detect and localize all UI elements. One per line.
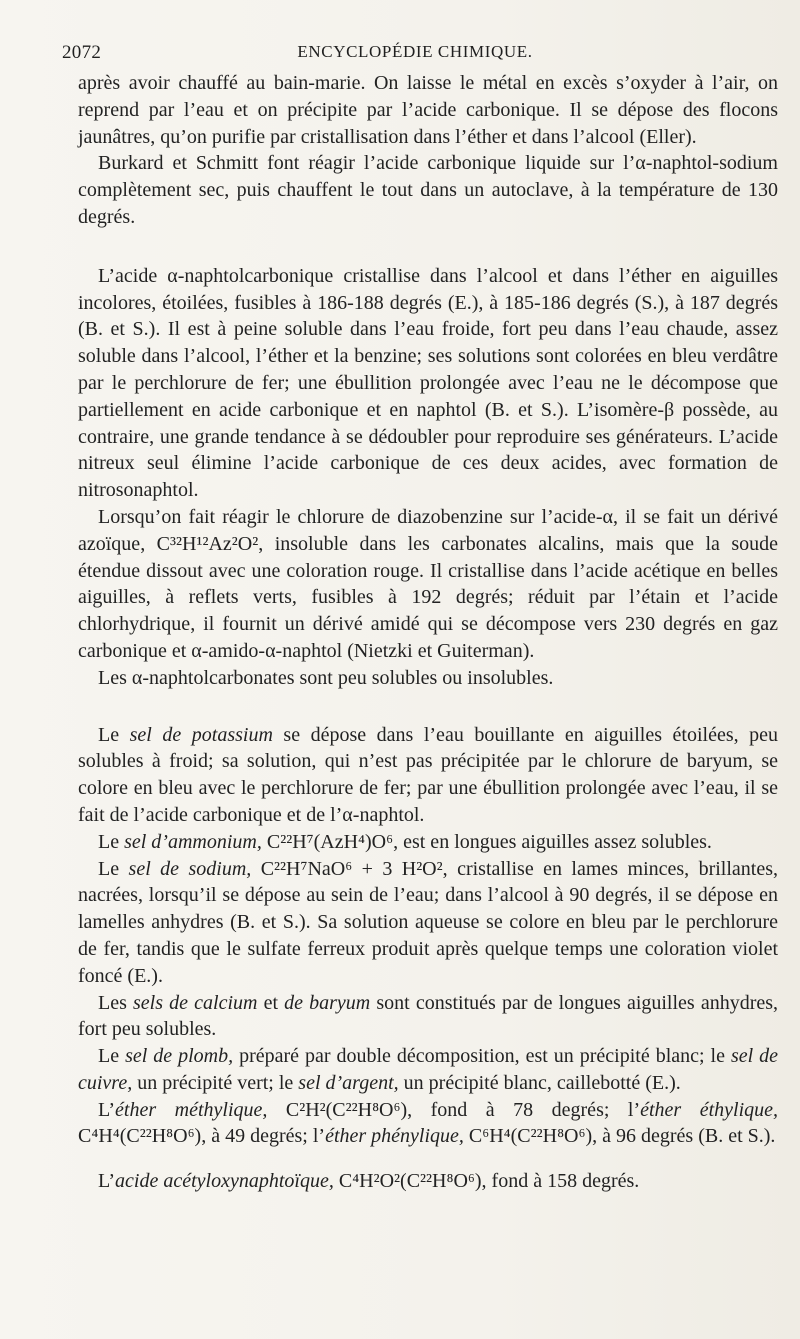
methyl-formula: C²H²(C²²H⁸O⁶), xyxy=(285,1098,413,1121)
ammonium-salt: sel d’ammonium, xyxy=(124,830,262,853)
azo-formula: C³²H¹²Az²O², xyxy=(156,532,264,555)
phenyl-ether: éther phénylique, xyxy=(325,1125,464,1148)
sodium-text: cristallise en lames minces, brillantes, nacrées, lorsqu’il se dépose au sein de l’eau; dans l’alcool à 90 degrés, il se dépose en lamelles anhydres (B. et S.). Sa solution aqueuse se colore en bleu par le perchlorure de fer, tandis que le sulfate ferreux produit après quelque temps une coloration violet foncé (E.). xyxy=(78,857,779,987)
cuivre-salt: sel de cuivre, xyxy=(78,1045,779,1094)
paragraph-burkard-schmitt: Burkard et Schmitt font réagir l’acide carbonique liquide sur l’α-naphtol-sodium complètement sec, puis chauffent le tout dans un autoclave, à la température de 130 degrés. xyxy=(78,152,778,228)
acetyloxy-formula: C⁴H²O²(C²²H⁸O⁶), xyxy=(338,1170,487,1193)
phenyl-prefix: l’ xyxy=(312,1125,326,1148)
plomb-text: préparé par double décomposition, est un précipité blanc; xyxy=(239,1045,705,1068)
ethyl-prefix: l’ xyxy=(627,1098,641,1121)
cuivre-text: un précipité vert; xyxy=(137,1071,274,1094)
methyl-prefix: L’ xyxy=(98,1098,116,1121)
ethyl-text: à 49 degrés; xyxy=(211,1125,308,1148)
page-header xyxy=(62,42,768,68)
paragraph-ammonium xyxy=(78,829,778,856)
plomb-intro: Le xyxy=(98,1045,120,1068)
methyl-text: fond à 78 degrés; xyxy=(430,1098,610,1121)
plomb-salt: sel de plomb, xyxy=(125,1045,234,1068)
ammonium-text: est en longues aiguilles assez solubles. xyxy=(403,830,712,853)
running-title: ENCYCLOPÉDIE CHIMIQUE. xyxy=(297,42,533,61)
paragraph-calcium-baryum xyxy=(78,990,778,1044)
potassium-salt: sel de potassium xyxy=(129,723,273,746)
acetyloxy-text: fond à 158 degrés. xyxy=(491,1170,640,1193)
section-gap xyxy=(78,692,778,722)
page-number: 2072 xyxy=(62,42,102,63)
argent-intro: le xyxy=(278,1071,294,1094)
paragraph-acetyloxy xyxy=(78,1168,778,1195)
calcium-intro: Les xyxy=(98,991,127,1014)
sodium-intro: Le xyxy=(98,857,120,880)
argent-salt: sel d’argent, xyxy=(298,1071,399,1094)
sodium-formula: C²²H⁷NaO⁶ + 3 H²O², xyxy=(260,857,448,880)
paragraph-potassium xyxy=(78,722,778,829)
paragraph-diazobenzine xyxy=(78,504,778,665)
paragraph-ethers xyxy=(78,1097,778,1151)
cuivre-intro: le xyxy=(710,1045,725,1068)
potassium-intro: Le xyxy=(98,723,120,746)
acetyloxy-prefix: L’ xyxy=(98,1170,116,1193)
calcium-and: et xyxy=(263,991,279,1014)
ammonium-intro: Le xyxy=(98,830,120,853)
sodium-salt: sel de sodium, xyxy=(128,857,252,880)
acetyloxy-acid: acide acétyloxynaphtoïque, xyxy=(115,1170,334,1193)
diazobenzine-text-2: insoluble dans les carbonates alcalins, mais que la soude étendue dissout avec une coloration rouge. Il cristallise dans l’acide acétique en belles aiguilles, à reflets verts, fusibles à 192 degrés; réduit par l’étain et l’acide chlorhydrique, il fournit un dérivé amidé qui se décompose vers 230 degrés en gaz carbonique et α-amido-α-naphtol (Nietzki et Guiterman). xyxy=(78,532,779,662)
body-text xyxy=(78,70,778,1195)
section-gap xyxy=(78,231,778,263)
ethyl-ether: éther éthylique, xyxy=(640,1098,779,1121)
diazobenzine-text: Lorsqu’on fait réagir le chlorure de diazobenzine sur l’acide-α, il se fait un dérivé azoïque, xyxy=(78,505,778,555)
ethyl-formula: C⁴H⁴(C²²H⁸O⁶), xyxy=(78,1125,207,1148)
phenyl-text: à 96 degrés (B. et S.). xyxy=(602,1125,776,1148)
paragraph-sodium xyxy=(78,856,778,990)
potassium-text: se dépose dans l’eau bouillante en aiguilles étoilées, peu solubles à froid; sa solution, qui n’est pas précipitée par le chlorure de baryum, se colore en bleu avec le perchlorure de fer; par une ébullition prolongée avec l’eau, il se fait de l’acide carbonique et de l’α-naphtol. xyxy=(78,723,779,826)
paragraph-carbonates: Les α-naphtolcarbonates sont peu solubles ou insolubles. xyxy=(98,666,554,689)
calcium-salts: sels de calcium xyxy=(133,991,258,1014)
methyl-ether: éther méthylique, xyxy=(115,1098,268,1121)
paragraph-properties: L’acide α-naphtolcarbonique cristallise dans l’alcool et dans l’éther en aiguilles incolores, étoilées, fusibles à 186-188 degrés (E.), à 185-186 degrés (S.), à 187 degrés (B. et S.). Il est à peine soluble dans l’eau froide, fort peu dans l’eau chaude, assez soluble dans l’alcool, l’éther et la benzine; ses solutions sont colorées en bleu verdâtre par le perchlorure de fer; une ébullition prolongée avec l’eau ne le décompose que partiellement en acide carbonique et en naphtol (B. et S.). L’isomère-β possède, au contraire, une grande tendance à se dédoubler pour reproduire ses générateurs. L’acide nitreux seul élimine l’acide carbonique de ces deux acides, avec formation de nitrosonaphtol. xyxy=(78,264,778,502)
section-gap xyxy=(78,1150,778,1168)
paragraph-continuation: après avoir chauffé au bain-marie. On laisse le métal en excès s’oxyder à l’air, on reprend par l’eau et on précipite par l’acide carbonique. Il se dépose des flocons jaunâtres, qu’on purifie par cristallisation dans l’éther et dans l’alcool (Eller). xyxy=(78,72,778,148)
ammonium-formula: C²²H⁷(AzH⁴)O⁶, xyxy=(266,830,399,853)
phenyl-formula: C⁶H⁴(C²²H⁸O⁶), xyxy=(468,1125,598,1148)
calcium-text: sont constitués par de longues aiguilles anhydres, fort peu solubles. xyxy=(78,991,779,1041)
baryum-salts: de baryum xyxy=(284,991,371,1014)
argent-text: un précipité blanc, caillebotté (E.). xyxy=(403,1071,681,1094)
paragraph-plomb xyxy=(78,1043,778,1097)
